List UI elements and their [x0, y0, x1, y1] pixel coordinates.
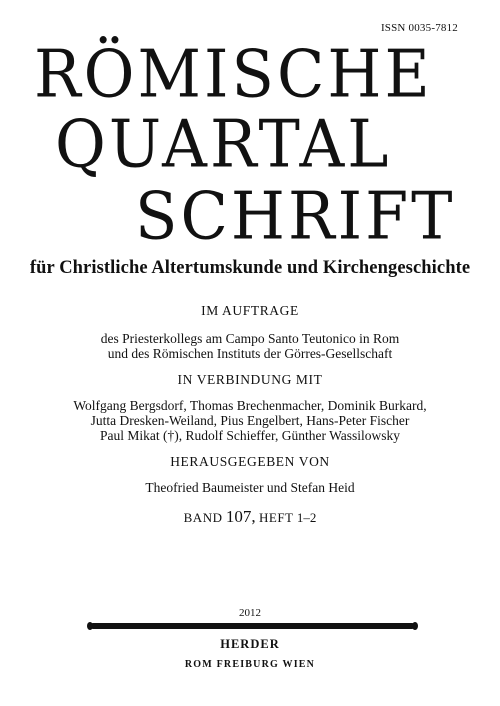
commission-heading: IM AUFTRAGE: [201, 303, 299, 318]
publication-year: 2012: [239, 607, 261, 619]
volume-info: [0, 509, 500, 526]
collaboration-line-3: Paul Mikat (†), Rudolf Schieffer, Günther Wassilowsky: [99, 428, 401, 443]
commission-line-2: und des Römischen Instituts der Görres-Gesellschaft: [107, 346, 393, 361]
issn-number: ISSN 0035-7812: [380, 22, 458, 34]
publisher-cities: ROM FREIBURG WIEN: [184, 659, 316, 670]
band-label: BAND: [183, 510, 223, 525]
editors-names: Theofried Baumeister und Stefan Heid: [145, 480, 355, 495]
commission-line-1: des Priesterkollegs am Campo Santo Teutonico in Rom: [100, 331, 400, 346]
heft-label: HEFT: [258, 510, 294, 525]
editors-heading: HERAUSGEGEBEN VON: [170, 454, 330, 469]
collaboration-line-2: Jutta Dresken-Weiland, Pius Engelbert, Hans-Peter Fischer: [90, 413, 410, 428]
title-line-3: SCHRIFT: [135, 177, 456, 255]
journal-subtitle: für Christliche Altertumskunde und Kirchengeschichte: [29, 258, 471, 278]
decorative-rule: [90, 623, 415, 629]
band-number: 107,: [225, 507, 256, 526]
heft-number: 1–2: [296, 510, 317, 525]
title-line-1: RÖMISCHE: [34, 35, 433, 113]
collaboration-line-1: Wolfgang Bergsdorf, Thomas Brechenmacher, Dominik Burkard,: [73, 398, 427, 413]
collaboration-heading: IN VERBINDUNG MIT: [177, 372, 323, 387]
publisher-name: HERDER: [220, 637, 280, 651]
title-line-2: QUARTAL: [55, 105, 392, 183]
